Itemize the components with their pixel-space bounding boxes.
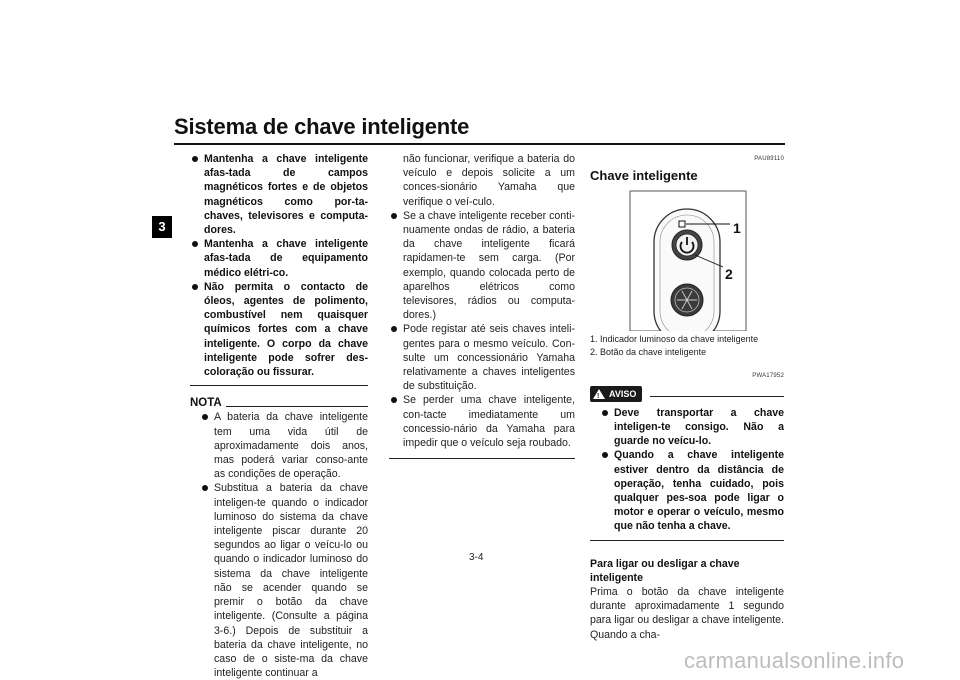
aviso-end-rule — [590, 540, 784, 541]
nota-item-5: Se perder uma chave inteligente, con-tacte imediatamente um concessio-nário da Yamaha para impedir que o veículo seja roubado. — [389, 393, 575, 450]
figure-label-1: 1 — [733, 220, 741, 237]
figure-label-2: 2 — [725, 266, 733, 283]
nota-end-rule — [389, 458, 575, 459]
smart-key-figure — [590, 183, 784, 331]
title-rule — [174, 143, 785, 145]
warning-item-3: Não permita o contacto de óleos, agentes de polimento, combustível nem quaisquer químicos fortes com a chave inteligente. O corpo da chave inteligente pode sofrer des-coloração ou fissurar. — [190, 280, 368, 379]
aviso-item-1: Deve transportar a chave inteligen-te consigo. Não a guarde no veícu-lo. — [600, 406, 784, 449]
aviso-label: AVISO — [609, 388, 637, 399]
aviso-item-2: Quando a chave inteligente estiver dentro da distância de operação, tenha cuidado, pois qualquer pes-soa pode ligar o motor e operar o veículo, mesmo que não tenha a chave. — [600, 448, 784, 533]
column-2 — [389, 152, 575, 459]
nota-list-continued — [389, 209, 575, 450]
caption-2: 2. Botão da chave inteligente — [590, 347, 707, 358]
page-title: Sistema de chave inteligente — [174, 114, 470, 139]
body-text: Prima o botão da chave inteligente durante aproximadamente 1 segundo para ligar ou desligar a chave inteligente. Quando a cha- — [590, 586, 784, 641]
page-number: 3-4 — [469, 552, 484, 563]
aviso-list — [590, 406, 784, 534]
aviso-badge — [590, 386, 642, 402]
smart-key-illustration — [590, 183, 784, 331]
column-3 — [590, 152, 784, 642]
aviso-header — [590, 386, 784, 402]
caption-1: 1. Indicador luminoso da chave inteligente — [590, 334, 759, 345]
column-1 — [190, 152, 368, 680]
aviso-rule — [650, 396, 784, 397]
nota-label: NOTA — [190, 397, 222, 410]
aviso-code: PWA17952 — [752, 373, 784, 380]
warning-end-rule — [190, 385, 368, 386]
warning-triangle-icon: ! — [593, 389, 605, 399]
chapter-tab: 3 — [152, 216, 172, 238]
section-code: PAU89110 — [754, 156, 784, 162]
nota-item-2: Substitua a bateria da chave inteligen-te quando o indicador luminoso do sistema da chave inteligente piscar durante 20 segundos ao ligar o veícu-lo ou quando o indicador luminoso do sistema da chave inteligente não se acender quando se premir o botão da chave inteligente. (Consulte a página 3-6.) Depois de substituir a bateria da chave inteligente, no caso de o siste-ma da chave inteligente continuar a — [200, 481, 368, 680]
nota-item-1: A bateria da chave inteligente tem uma vida útil de aproximadamente dois anos, mas poderá variar conso-ante as condições de operação. — [200, 410, 368, 481]
nota-header — [190, 396, 368, 410]
watermark: carmanualsonline.info — [684, 648, 905, 673]
nota-item-4: Pode registar até seis chaves inteli-gentes para o mesmo veículo. Con-sulte um concessionário Yamaha relativamente a chaves inteligentes de substituição. — [389, 322, 575, 393]
nota-list — [190, 410, 368, 680]
warning-item-2: Mantenha a chave inteligente afas-tada de equipamento médico elétri-co. — [190, 237, 368, 280]
subheading: Para ligar ou desligar a chave inteligente — [590, 557, 740, 584]
section-title: Chave inteligente — [590, 168, 698, 184]
nota-continued-text: não funcionar, verifique a bateria do veículo e depois solicite a um conces-sionário Yamaha que verifique o veí-culo. — [403, 153, 575, 208]
warning-list — [190, 152, 368, 379]
nota-rule — [226, 406, 368, 407]
warning-item-1: Mantenha a chave inteligente afas-tada de campos magnéticos fortes e de objetos magnéticos como por-ta-chaves, televisores e computa-dores. — [190, 152, 368, 237]
nota-item-3: Se a chave inteligente receber conti-nuamente ondas de rádio, a bateria da chave inteligente ficará rapidamen-te sem carga. (Por exemplo, quando colocada perto de aparelhos elétricos como televisores, rádios ou computa-dores.) — [389, 209, 575, 323]
figure-captions — [590, 333, 784, 359]
